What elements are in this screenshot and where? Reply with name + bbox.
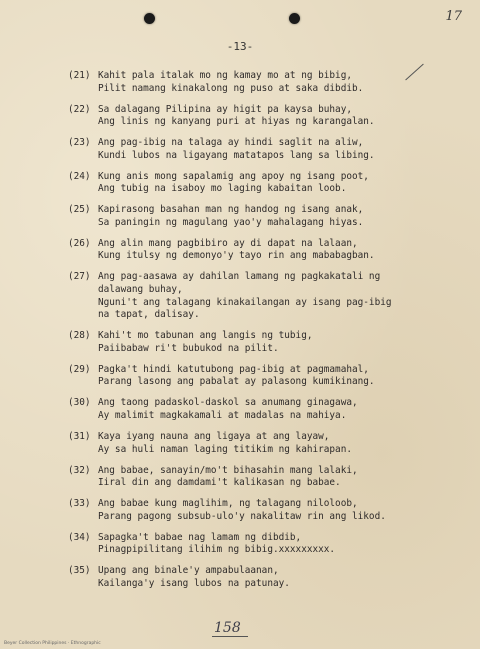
verse-item [68,70,460,95]
verse-line: na tapat, dalisay. [98,309,200,321]
verse-text [98,238,460,263]
verse-item [68,330,460,355]
verse-text [98,565,460,590]
handwritten-corner-mark: 17 [445,9,462,24]
verse-line: Ang alin mang pagbibiro ay di dapat na lalaan, [98,237,358,249]
verse-item [68,271,460,321]
verse-line: Ang pag-aasawa ay dahilan lamang ng pagkakatali ng [98,271,381,283]
verse-line: Ay malimit magkakamali at madalas na mahiya. [98,409,347,421]
verse-text [98,330,460,355]
verse-line: Kung itulsy ng demonyo'y tayo rin ang mababagban. [98,250,375,262]
verse-line: Sa paningin ng magulang yao'y mahalagang hiyas. [98,216,364,228]
verse-line: Upang ang binale'y ampabulaanan, [98,565,279,577]
verse-line: Kahi't mo tabunan ang langis ng tubig, [98,330,313,342]
punch-hole-left [144,13,155,24]
verse-line: Parang pagong subsub-ulo'y nakalitaw rin ang likod. [98,510,386,522]
archive-caption: Beyer Collection Philippines · Ethnographic [4,641,101,646]
verse-line: Nguni't ang talagang kinakailangan ay isang pag-ibig [98,296,392,308]
verse-text [98,171,460,196]
verse-item [68,238,460,263]
verse-list [68,70,460,599]
verse-text [98,532,460,557]
verse-line: Kapirasong basahan man ng handog ng isang anak, [98,204,364,216]
verse-text [98,431,460,456]
verse-line: Sa dalagang Pilipina ay higit pa kaysa buhay, [98,103,352,115]
verse-number: (24) [68,170,91,182]
verse-number: (23) [68,137,91,149]
verse-line: Ang linis ng kanyang puri at hiyas ng karangalan. [98,116,375,128]
verse-item [68,431,460,456]
handwritten-folio-number: 158 [214,620,241,636]
verse-line: Ay sa huli naman laging titikim ng kahirapan. [98,443,352,455]
verse-line: Kaya iyang nauna ang ligaya at ang layaw, [98,430,330,442]
verse-number: (28) [68,330,91,342]
verse-number: (21) [68,70,91,81]
verse-text [98,204,460,229]
verse-item [68,171,460,196]
verse-line: Iiral din ang damdami't kalikasan ng babae. [98,477,341,489]
verse-text [98,498,460,523]
verse-text [98,271,460,321]
verse-item [68,364,460,389]
verse-item [68,397,460,422]
verse-line: Parang lasong ang pabalat ay palasong kumikinang. [98,376,375,388]
verse-text [98,397,460,422]
verse-line: Kailanga'y isang lubos na patunay. [98,577,290,589]
verse-item [68,204,460,229]
verse-number: (34) [68,531,91,543]
verse-item [68,137,460,162]
verse-text [98,104,460,129]
verse-number: (26) [68,237,91,249]
verse-text [98,137,460,162]
verse-line: Kundi lubos na ligayang matatapos lang sa libing. [98,149,375,161]
verse-text [98,465,460,490]
verse-line: Pinagpipilitang ilihim ng bibig.xxxxxxxxx. [98,544,336,556]
verse-line: dalawang buhay, [98,284,183,296]
verse-number: (30) [68,397,91,409]
verse-line: Paiibabaw ri't bubukod na pilit. [98,342,279,354]
verse-line: Sapagka't babae nag lamam ng dibdib, [98,531,302,543]
verse-item [68,104,460,129]
verse-line: Kung anis mong sapalamig ang apoy ng isang poot, [98,170,369,182]
verse-number: (31) [68,430,91,442]
verse-line: Ang taong padaskol-daskol sa anumang ginagawa, [98,397,358,409]
verse-text [98,364,460,389]
verse-line: Ang pag-ibig na talaga ay hindi saglit na aliw, [98,137,364,149]
verse-number: (25) [68,204,91,216]
verse-number: (33) [68,498,91,510]
verse-number: (32) [68,464,91,476]
verse-number: (27) [68,271,91,283]
verse-text [98,70,460,95]
verse-line: Ang babae kung maglihim, ng talagang niloloob, [98,498,358,510]
verse-line: Ang tubig na isaboy mo laging kabaitan loob. [98,183,347,195]
verse-number: (35) [68,565,91,577]
verse-line: Pagka't hindi katutubong pag-ibig at pagmamahal, [98,363,369,375]
verse-item [68,565,460,590]
verse-line: Pilit namang kinakalong ng puso at saka dibdib. [98,82,364,94]
verse-number: (29) [68,363,91,375]
verse-item [68,498,460,523]
verse-line: Kahit pala italak mo ng kamay mo at ng bibig, [98,70,352,81]
verse-number: (22) [68,103,91,115]
verse-line: Ang babae, sanayin/mo't bihasahin mang lalaki, [98,464,358,476]
verse-item [68,532,460,557]
page-number: -13- [226,40,254,53]
folio-underline [212,636,248,637]
punch-hole-right [289,13,300,24]
verse-item [68,465,460,490]
